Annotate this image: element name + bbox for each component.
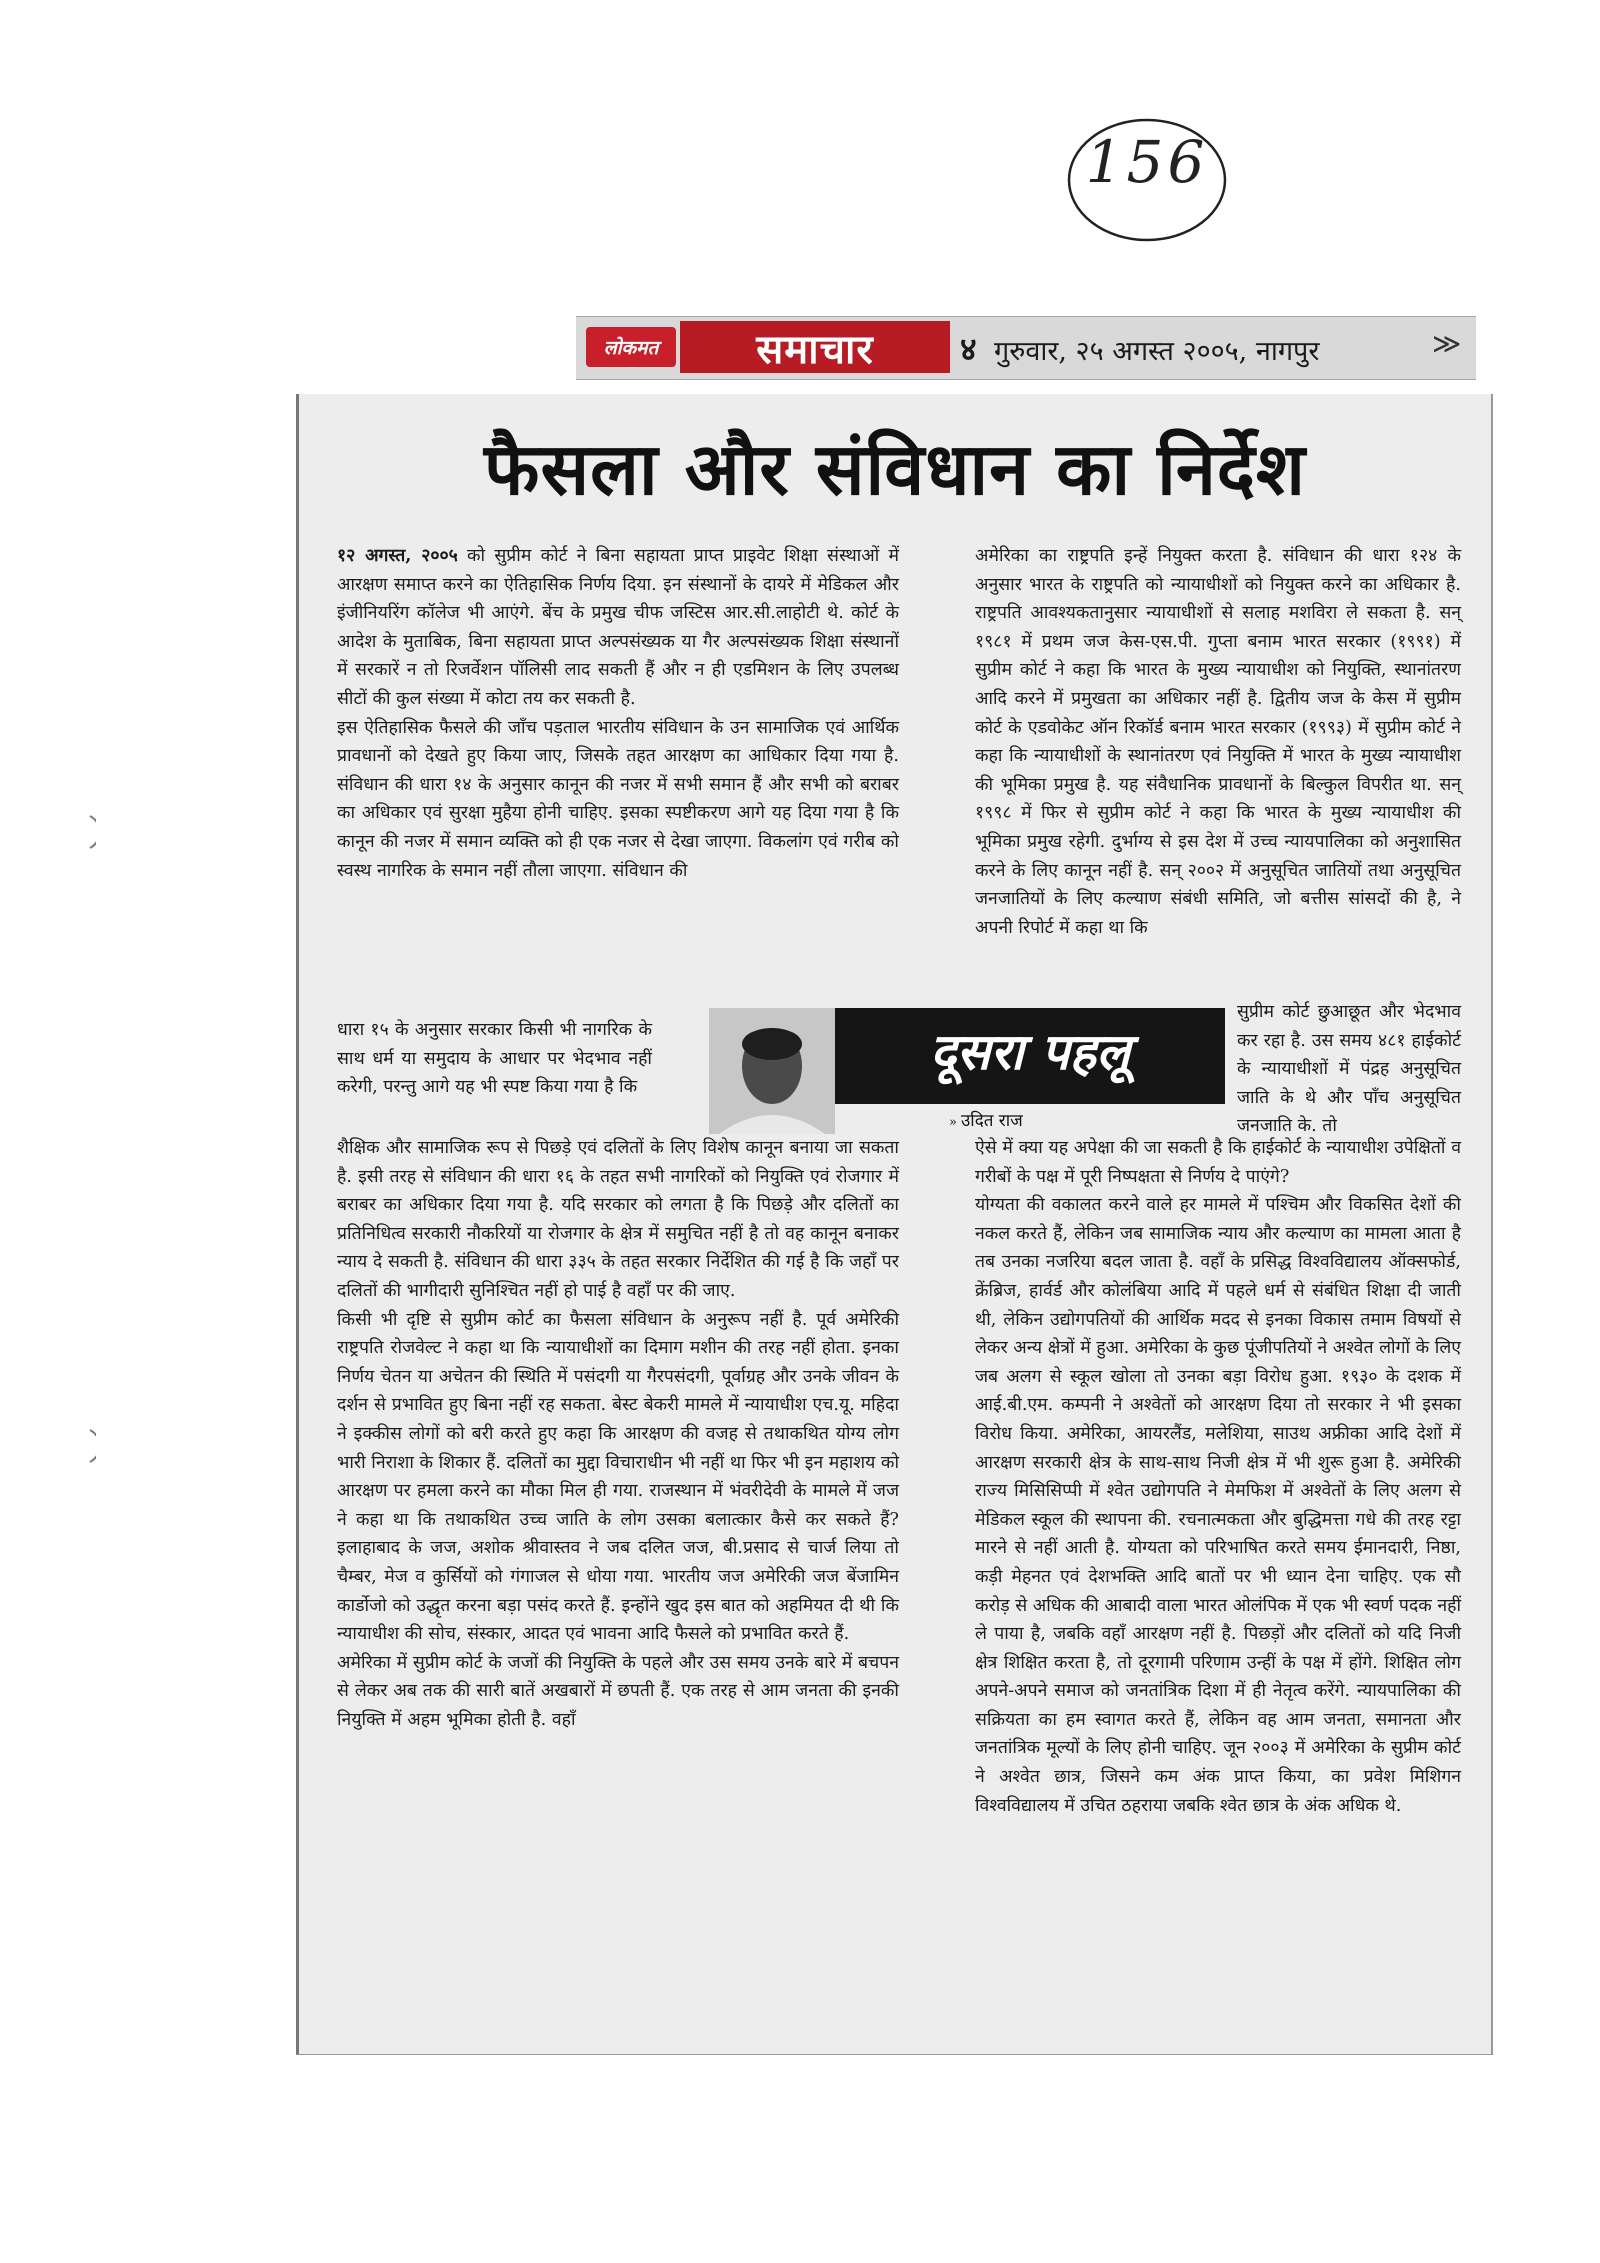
right-column-bottom [975, 1134, 1461, 1820]
newspaper-masthead [576, 316, 1476, 380]
intro-paragraph [337, 542, 899, 714]
binder-hole-icon [56, 812, 96, 852]
newspaper-logo: लोकमत [586, 327, 676, 367]
binder-hole-icon [56, 1426, 96, 1466]
intro-text: को सुप्रीम कोर्ट ने बिना सहायता प्राप्त प्राइवेट शिक्षा संस्थाओं में आरक्षण समाप्त करने का ऐतिहासिक निर्णय दिया. इन संस्थानों के दायरे में मेडिकल और इंजीनियरिंग कॉलेज भी आएंगे. बेंच के प्रमुख चीफ जस्टिस आर.सी.लाहोटी थे. कोर्ट के आदेश के मुताबिक, बिना सहायता प्राप्त अल्पसंख्यक या गैर अल्पसंख्यक शिक्षा संस्थानों में सरकारें न तो रिजर्वेशन पॉलिसी लाद सकती हैं और न ही एडमिशन के लिए उपलब्ध सीटों की कुल संख्या में कोटा तय कर सकती है. [337, 546, 899, 709]
lead-date: १२ अगस्त, २००५ [337, 545, 458, 566]
paragraph: अमेरिका का राष्ट्रपति इन्हें नियुक्त करता है. संविधान की धारा १२४ के अनुसार भारत के राष्ट्रपति को न्यायाधीशों को नियुक्त करने का अधिकार है. राष्ट्रपति आवश्यकतानुसार न्यायाधीशों से सलाह मशविरा ले सकता है. सन् १९८१ में प्रथम जज केस-एस.पी. गुप्ता बनाम भारत सरकार (१९९१) में सुप्रीम कोर्ट ने कहा कि भारत के मुख्य न्यायाधीश को नियुक्ति, स्थानांतरण आदि करने में प्रमुखता का अधिकार नहीं है. द्वितीय जज के केस में सुप्रीम कोर्ट के एडवोकेट ऑन रिकॉर्ड बनाम भारत सरकार (१९९३) में सुप्रीम कोर्ट ने कहा कि न्यायाधीशों के स्थानांतरण एवं नियुक्ति में भारत के मुख्य न्यायाधीश की भूमिका प्रमुख है. यह संवैधानिक प्रावधानों के बिल्कुल विपरीत था. सन् १९९८ में फिर से सुप्रीम कोर्ट ने कहा कि भारत के मुख्य न्यायाधीश की भूमिका प्रमुख रहेगी. दुर्भाग्य से इस देश में उच्च न्यायपालिका को अनुशासित करने के लिए कानून नहीं है. सन् २००२ में अनुसूचित जातियों तथा अनुसूचित जनजातियों के लिए कल्याण संबंधी समिति, जो बत्तीस सांसदों की है, ने अपनी रिपोर्ट में कहा था कि [975, 546, 1462, 938]
page-number-text: 156 [1085, 128, 1209, 196]
left-wrap-text: धारा १५ के अनुसार सरकार किसी भी नागरिक के साथ धर्म या समुदाय के आधार पर भेदभाव नहीं करेगी, परन्तु आगे यह भी स्पष्ट किया गया है कि [337, 1020, 652, 1098]
column-title-band [835, 1008, 1225, 1104]
author-byline [949, 1108, 1023, 1131]
page-number-label: ४ [960, 330, 977, 368]
author-photo [709, 1008, 835, 1134]
column-header-box [709, 1008, 1225, 1134]
paragraph: इस ऐतिहासिक फैसले की जाँच पड़ताल भारतीय संविधान के उन सामाजिक एवं आर्थिक प्रावधानों को देखते हुए किया जाए, जिसके तहत आरक्षण का आधिकार दिया गया है. संविधान की धारा १४ के अनुसार कानून की नजर में सभी समान हैं और सभी को बराबर का अधिकार एवं सुरक्षा मुहैया होनी चाहिए. इसका स्पष्टीकरण आगे यह दिया गया है कि कानून की नजर में समान व्यक्ति को ही एक नजर से देखा जाएगा. विकलांग एवं गरीब को स्वस्थ नागरिक के समान नहीं तौला जाएगा. संविधान की [337, 717, 899, 881]
byline-arrow-icon: » [949, 1115, 957, 1130]
right-column-top [975, 542, 1461, 942]
paragraph: ऐसे में क्या यह अपेक्षा की जा सकती है कि हाईकोर्ट के न्यायाधीश उपेक्षितों व गरीबों के पक्ष में पूरी निष्पक्षता से निर्णय दे पाएंगे? [975, 1138, 1461, 1187]
newspaper-name: समाचार [680, 321, 950, 373]
paragraph: अमेरिका में सुप्रीम कोर्ट के जजों की नियुक्ति के पहले और उस समय उनके बारे में बचपन से लेकर अब तक की सारी बातें अखबारों में छपती हैं. एक तरह से आम जनता की इनकी नियुक्ति में अहम भूमिका होती है. वहाँ [337, 1652, 899, 1730]
right-wrap-text: सुप्रीम कोर्ट छुआछूत और भेदभाव कर रहा है. उस समय ४८१ हाईकोर्ट के न्यायाधीशों में पंद्रह अनुसूचित जाति के थे और पाँच अनुसूचित जनजाति के. तो [1237, 1002, 1461, 1137]
dateline: गुरुवार, २५ अगस्त २००५, नागपुर [994, 336, 1320, 367]
handwritten-page-number [1062, 110, 1232, 250]
article-headline: फैसला और संविधान का निर्देश [483, 426, 1306, 511]
paragraph: किसी भी दृष्टि से सुप्रीम कोर्ट का फैसला संविधान के अनुरूप नहीं है. पूर्व अमेरिकी राष्ट्रपति रोजवेल्ट ने कहा था कि न्यायाधीशों का दिमाग मशीन की तरह नहीं होता. इनका निर्णय चेतन या अचेतन की स्थिति में पसंदगी या गैरपसंदगी, पूर्वाग्रह और उनके जीवन के दर्शन से प्रभावित हुए बिना नहीं रह सकता. बेस्ट बेकरी मामले में न्यायाधीश एच.यू. महिदा ने इक्कीस लोगों को बरी करते हुए कहा कि आरक्षण की वजह से तथाकथित योग्य लोग भारी निराशा के शिकार हैं. दलितों का मुद्दा विचाराधीन भी नहीं था फिर भी इन महाशय को आरक्षण पर हमला करने का मौका मिल ही गया. राजस्थान में भंवरीदेवी के मामले में जज ने कहा था कि तथाकथित उच्च जाति के लोग उसका बलात्कार कैसे कर सकते हैं? इलाहाबाद के जज, अशोक श्रीवास्तव ने जब दलित जज, बी.प्रसाद से चार्ज लिया तो चैम्बर, मेज व कुर्सियों को गंगाजल से धोया गया. भारतीय जज अमेरिकी जज बेंजामिन कार्डोजो को उद्धृत करना बड़ा पसंद करते हैं. इन्होंने खुद इस बात को अहमियत दी थी कि न्यायाधीश की सोच, संस्कार, आदत एवं भावना आदि फैसले को प्रभावित करते हैं. [337, 1309, 899, 1645]
paragraph: शैक्षिक और सामाजिक रूप से पिछड़े एवं दलितों के लिए विशेष कानून बनाया जा सकता है. इसी तरह से संविधान की धारा १६ के तहत सभी नागरिकों को नियुक्ति एवं रोजगार में बराबर का अधिकार दिया गया है. यदि सरकार को लगता है कि पिछड़े और दलितों का प्रतिनिधित्व सरकारी नौकरियों या रोजगार के क्षेत्र में समुचित नहीं है तो वह कानून बनाकर न्याय दे सकती है. संविधान की धारा ३३५ के तहत सरकार निर्देशित की गई है कि जहाँ पर दलितों की भागीदारी सुनिश्चित नहीं हो पाई है वहाँ पर की जाए. [337, 1138, 899, 1301]
column-title: दूसरा पहलू [929, 1022, 1130, 1081]
author-name: उदित राज [960, 1111, 1023, 1131]
chevron-right-icon: ≫ [1432, 327, 1462, 360]
left-column-bottom [337, 1134, 899, 1734]
paragraph: योग्यता की वकालत करने वाले हर मामले में पश्चिम और विकसित देशों की नकल करते हैं, लेकिन जब सामाजिक न्याय और कल्याण का मामला आता है तब उनका नजरिया बदल जाता है. वहाँ के प्रसिद्ध विश्वविद्यालय ऑक्सफोर्ड, क्रेंब्रिज, हार्वर्ड और कोलंबिया आदि में पहले धर्म से संबंधित शिक्षा दी जाती थी, लेकिन उद्योगपतियों की आर्थिक मदद से इनका विकास तमाम विषयों से लेकर अन्य क्षेत्रों में हुआ. अमेरिका के कुछ पूंजीपतियों ने अश्वेत लोगों के लिए जब अलग से स्कूल खोला तो उनका बड़ा विरोध हुआ. १९३० के दशक में आई.बी.एम. कम्पनी ने अश्वेतों को आरक्षण दिया तो सरकार ने भी इसका विरोध किया. अमेरिका, आयरलैंड, मलेशिया, साउथ अफ्रीका आदि देशों में आरक्षण सरकारी क्षेत्र के साथ-साथ निजी क्षेत्र में भी शुरू हुआ है. अमेरिकी राज्य मिसिसिप्पी में श्वेत उद्योगपति ने मेमफिश में अश्वेतों के लिए अलग से मेडिकल स्कूल की स्थापना की. रचनात्मकता और बुद्धिमत्ता गधे की तरह रट्टा मारने से नहीं आती है. योग्यता को परिभाषित करते समय ईमानदारी, निष्ठा, कड़ी मेहनत एवं देशभक्ति आदि बातों पर भी ध्यान देना चाहिए. एक सौ करोड़ से अधिक की आबादी वाला भारत ओलंपिक में एक भी स्वर्ण पदक नहीं ले पाया है, जबकि वहाँ आरक्षण नहीं है. पिछड़ों और दलितों को यदि निजी क्षेत्र शिक्षित करता है, तो दूरगामी परिणाम उन्हीं के पक्ष में होंगे. शिक्षित लोग अपने-अपने समाज को जनतांत्रिक दिशा में ही नेतृत्व करेंगे. न्यायपालिका की सक्रियता का हम स्वागत करते हैं, लेकिन वह आम जनता, समानता और जनतांत्रिक मूल्यों के लिए होनी चाहिए. जून २००३ में अमेरिका के सुप्रीम कोर्ट ने अश्वेत छात्र, जिसने कम अंक प्राप्त किया, का प्रवेश मिशिगन विश्वविद्यालय में उचित ठहराया जबकि श्वेत छात्र के अंक अधिक थे. [975, 1195, 1461, 1816]
article-clipping [296, 394, 1493, 2055]
left-column-top [337, 542, 899, 885]
